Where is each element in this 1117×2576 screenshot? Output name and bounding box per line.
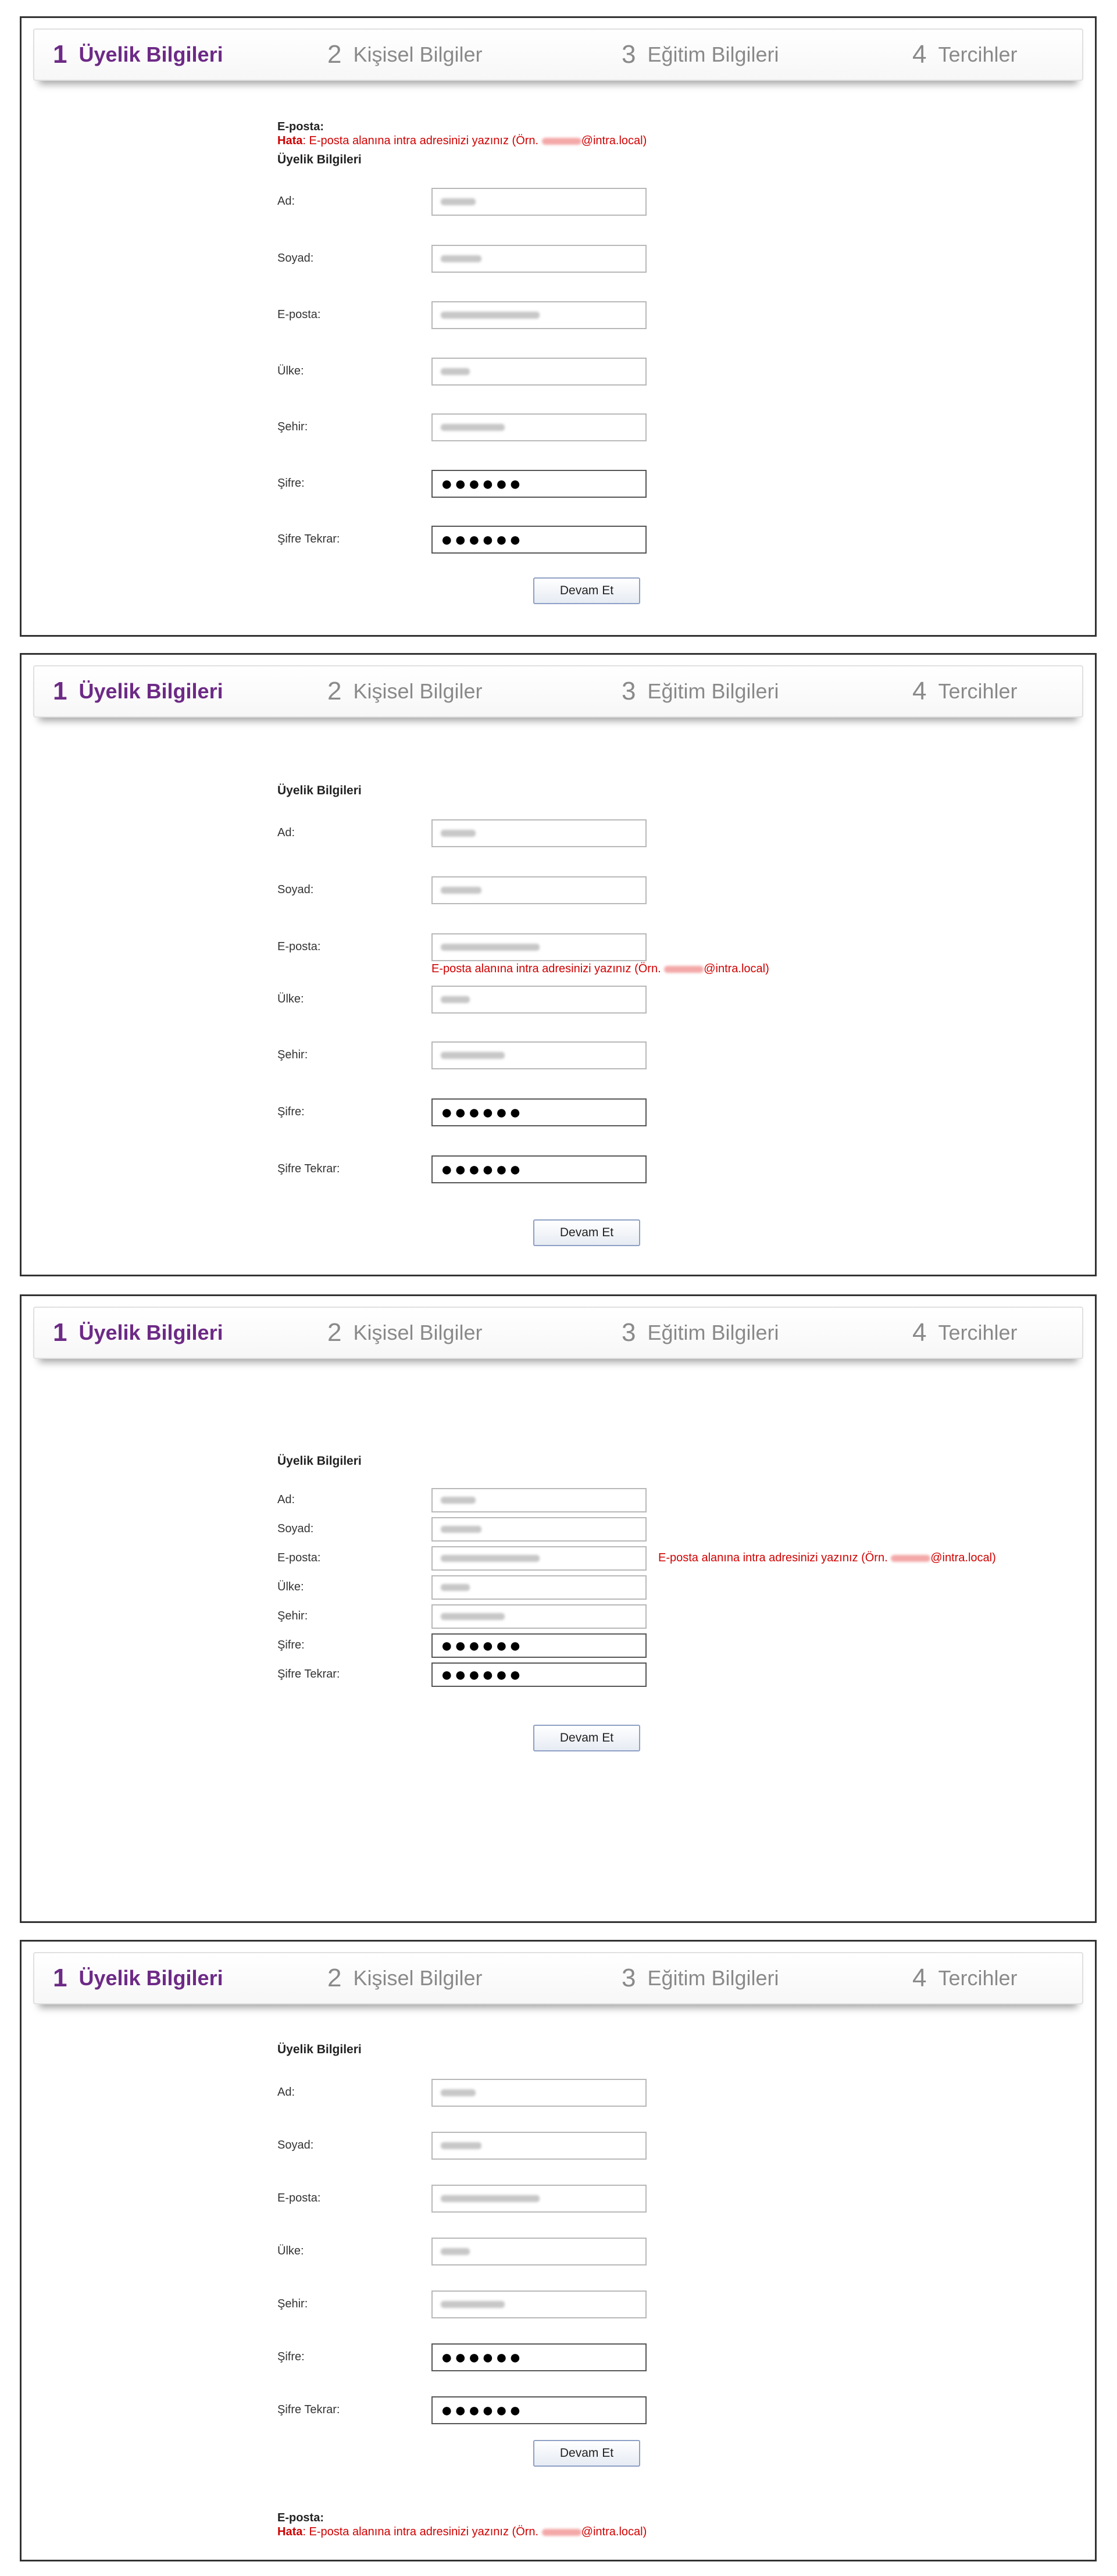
ulke-input[interactable] xyxy=(431,358,647,386)
sehir-input[interactable] xyxy=(431,413,647,441)
devam-et-button[interactable]: Devam Et xyxy=(533,1219,640,1246)
redacted-username xyxy=(542,138,581,145)
step-number: 3 xyxy=(622,40,636,69)
ulke-label: Ülke: xyxy=(277,1580,304,1593)
wizard-steps xyxy=(33,1952,1083,2004)
ulke-label: Ülke: xyxy=(277,365,304,377)
step-label: Üyelik Bilgileri xyxy=(78,1966,223,1990)
row-sifre-tekrar xyxy=(277,2396,1033,2424)
step-number: 3 xyxy=(622,1964,636,1992)
step-3[interactable] xyxy=(622,666,779,716)
row-ulke xyxy=(277,1575,1033,1600)
step-4[interactable] xyxy=(912,666,1018,716)
row-sifre xyxy=(277,1633,1033,1658)
blurred-value xyxy=(441,1555,540,1562)
step-4[interactable] xyxy=(912,30,1018,80)
blurred-value xyxy=(441,368,470,375)
sifre-input[interactable] xyxy=(431,470,647,498)
variant-panel-inline-below xyxy=(20,653,1097,1276)
ulke-input[interactable] xyxy=(431,986,647,1014)
devam-et-button[interactable]: Devam Et xyxy=(533,577,640,604)
row-ad xyxy=(277,188,1033,216)
row-sehir xyxy=(277,413,1033,441)
sifre-tekrar-label: Şifre Tekrar: xyxy=(277,533,340,545)
row-sehir xyxy=(277,1041,1033,1069)
devam-et-button[interactable]: Devam Et xyxy=(533,1725,640,1751)
ad-input[interactable] xyxy=(431,188,647,216)
error-summary-title: E-posta: xyxy=(277,2511,324,2524)
blurred-value xyxy=(441,2195,540,2202)
soyad-input[interactable] xyxy=(431,876,647,904)
password-mask: ●●●●●● xyxy=(441,2399,523,2421)
row-ulke xyxy=(277,358,1033,386)
blurred-value xyxy=(441,996,470,1003)
step-label: Tercihler xyxy=(938,42,1018,66)
step-label: Tercihler xyxy=(938,1966,1018,1990)
redacted-username xyxy=(542,2529,581,2536)
redacted-username xyxy=(664,966,704,973)
step-number: 2 xyxy=(327,40,342,69)
step-number: 1 xyxy=(53,1318,67,1347)
soyad-input[interactable] xyxy=(431,1517,647,1542)
sehir-label: Şehir: xyxy=(277,420,308,433)
sehir-input[interactable] xyxy=(431,2290,647,2318)
step-number: 4 xyxy=(912,40,927,69)
soyad-label: Soyad: xyxy=(277,252,314,265)
sifre-label: Şifre: xyxy=(277,477,305,490)
section-title: Üyelik Bilgileri xyxy=(277,2043,362,2056)
row-ulke xyxy=(277,2238,1033,2265)
password-mask: ●●●●●● xyxy=(441,2346,523,2368)
step-3[interactable] xyxy=(622,1308,779,1358)
step-label: Üyelik Bilgileri xyxy=(78,679,223,703)
password-mask: ●●●●●● xyxy=(441,529,523,551)
variant-panel-summary-top xyxy=(20,16,1097,637)
row-eposta xyxy=(277,301,1033,329)
sehir-label: Şehir: xyxy=(277,1048,308,1061)
error-prefix: Hata xyxy=(277,2525,303,2538)
sifre-input[interactable] xyxy=(431,2343,647,2371)
error-message: E-posta alanına intra adresinizi yazınız (Örn. xyxy=(431,962,661,975)
password-mask: ●●●●●● xyxy=(441,1101,523,1123)
eposta-inline-error xyxy=(431,962,769,976)
ad-label: Ad: xyxy=(277,195,295,208)
blurred-value xyxy=(441,944,540,951)
step-number: 3 xyxy=(622,1318,636,1347)
blurred-value xyxy=(441,1497,476,1504)
step-number: 4 xyxy=(912,1318,927,1347)
sifre-label: Şifre: xyxy=(277,1639,305,1651)
row-soyad xyxy=(277,245,1033,273)
soyad-input[interactable] xyxy=(431,2132,647,2160)
blurred-value xyxy=(441,830,476,837)
row-soyad xyxy=(277,876,1033,904)
section-title: Üyelik Bilgileri xyxy=(277,1454,362,1468)
password-mask: ●●●●●● xyxy=(441,1635,523,1657)
step-3[interactable] xyxy=(622,1953,779,2003)
wizard-steps xyxy=(33,28,1083,81)
step-label: Eğitim Bilgileri xyxy=(647,1966,779,1990)
row-sehir xyxy=(277,2290,1033,2318)
blurred-value xyxy=(441,424,505,431)
eposta-label: E-posta: xyxy=(277,940,321,953)
error-summary xyxy=(277,120,647,148)
wizard-steps xyxy=(33,1307,1083,1359)
sifre-tekrar-input[interactable] xyxy=(431,2396,647,2424)
sifre-tekrar-label: Şifre Tekrar: xyxy=(277,1668,340,1681)
error-domain: @intra.local) xyxy=(581,134,647,147)
row-ad xyxy=(277,1488,1033,1512)
sifre-tekrar-input[interactable] xyxy=(431,1662,647,1687)
ad-label: Ad: xyxy=(277,2086,295,2099)
wizard-steps xyxy=(33,665,1083,718)
soyad-input[interactable] xyxy=(431,245,647,273)
step-label: Eğitim Bilgileri xyxy=(647,1321,779,1344)
step-4[interactable] xyxy=(912,1308,1018,1358)
ulke-label: Ülke: xyxy=(277,2245,304,2257)
row-sifre-tekrar xyxy=(277,1662,1033,1687)
password-mask: ●●●●●● xyxy=(441,1158,523,1180)
blurred-value xyxy=(441,1584,470,1591)
devam-et-button[interactable]: Devam Et xyxy=(533,2440,640,2467)
variant-panel-inline-right xyxy=(20,1294,1097,1923)
step-4[interactable] xyxy=(912,1953,1018,2003)
row-eposta xyxy=(277,1546,1033,1571)
ulke-input[interactable] xyxy=(431,2238,647,2265)
eposta-input[interactable] xyxy=(431,1546,647,1571)
error-prefix: Hata xyxy=(277,134,303,147)
error-summary xyxy=(277,2511,647,2539)
blurred-value xyxy=(441,2301,505,2308)
step-label: Kişisel Bilgiler xyxy=(353,1966,483,1990)
sehir-input[interactable] xyxy=(431,1041,647,1069)
password-mask: ●●●●●● xyxy=(441,473,523,495)
error-domain: @intra.local) xyxy=(930,1551,996,1564)
ad-label: Ad: xyxy=(277,826,295,839)
sehir-label: Şehir: xyxy=(277,2297,308,2310)
soyad-label: Soyad: xyxy=(277,2139,314,2152)
error-message: : E-posta alanına intra adresinizi yazınız (Örn. xyxy=(302,2525,539,2538)
blurred-value xyxy=(441,1526,481,1533)
step-label: Tercihler xyxy=(938,1321,1018,1344)
step-1[interactable] xyxy=(53,1953,223,2003)
step-label: Tercihler xyxy=(938,679,1018,703)
ad-input[interactable] xyxy=(431,2079,647,2107)
blurred-value xyxy=(441,2248,470,2255)
step-2[interactable] xyxy=(327,1308,483,1358)
step-1[interactable] xyxy=(53,30,223,80)
eposta-input[interactable] xyxy=(431,2185,647,2213)
sehir-input[interactable] xyxy=(431,1604,647,1629)
step-2[interactable] xyxy=(327,30,483,80)
variant-panel-summary-bottom xyxy=(20,1940,1097,2561)
blurred-value xyxy=(441,255,481,262)
blurred-value xyxy=(441,198,476,205)
ad-input[interactable] xyxy=(431,1488,647,1512)
row-soyad xyxy=(277,1517,1033,1542)
ad-input[interactable] xyxy=(431,819,647,847)
sifre-label: Şifre: xyxy=(277,2350,305,2363)
row-sifre-tekrar xyxy=(277,1155,1033,1183)
step-2[interactable] xyxy=(327,1953,483,2003)
soyad-label: Soyad: xyxy=(277,1522,314,1535)
row-sifre xyxy=(277,2343,1033,2371)
step-number: 1 xyxy=(53,40,67,69)
error-domain: @intra.local) xyxy=(581,2525,647,2538)
section-title: Üyelik Bilgileri xyxy=(277,153,362,166)
row-sifre-tekrar xyxy=(277,526,1033,554)
blurred-value xyxy=(441,887,481,894)
password-mask: ●●●●●● xyxy=(441,1664,523,1686)
step-label: Üyelik Bilgileri xyxy=(78,42,223,66)
blurred-value xyxy=(441,2089,476,2096)
row-eposta xyxy=(277,933,1033,975)
row-eposta xyxy=(277,2185,1033,2213)
step-number: 4 xyxy=(912,1964,927,1992)
row-ad xyxy=(277,819,1033,847)
step-label: Üyelik Bilgileri xyxy=(78,1321,223,1344)
step-number: 2 xyxy=(327,1964,342,1992)
eposta-input[interactable] xyxy=(431,301,647,329)
step-label: Eğitim Bilgileri xyxy=(647,42,779,66)
step-number: 1 xyxy=(53,1964,67,1992)
error-message: E-posta alanına intra adresinizi yazınız (Örn. xyxy=(658,1551,888,1564)
step-label: Kişisel Bilgiler xyxy=(353,679,483,703)
eposta-inline-error xyxy=(658,1551,996,1565)
step-number: 3 xyxy=(622,677,636,705)
sifre-tekrar-input[interactable] xyxy=(431,526,647,554)
ulke-label: Ülke: xyxy=(277,993,304,1005)
row-soyad xyxy=(277,2132,1033,2160)
row-ad xyxy=(277,2079,1033,2107)
error-message: : E-posta alanına intra adresinizi yazınız (Örn. xyxy=(302,134,539,147)
step-1[interactable] xyxy=(53,1308,223,1358)
step-number: 1 xyxy=(53,677,67,705)
sifre-tekrar-label: Şifre Tekrar: xyxy=(277,2403,340,2416)
step-label: Kişisel Bilgiler xyxy=(353,1321,483,1344)
step-number: 4 xyxy=(912,677,927,705)
blurred-value xyxy=(441,312,540,319)
ulke-input[interactable] xyxy=(431,1575,647,1600)
sifre-tekrar-label: Şifre Tekrar: xyxy=(277,1162,340,1175)
error-domain: @intra.local) xyxy=(704,962,769,975)
step-label: Kişisel Bilgiler xyxy=(353,42,483,66)
row-ulke xyxy=(277,986,1033,1014)
redacted-username xyxy=(891,1555,930,1562)
sifre-tekrar-input[interactable] xyxy=(431,1155,647,1183)
step-3[interactable] xyxy=(622,30,779,80)
section-title: Üyelik Bilgileri xyxy=(277,784,362,797)
sifre-label: Şifre: xyxy=(277,1105,305,1118)
row-sifre xyxy=(277,1098,1033,1126)
blurred-value xyxy=(441,1052,505,1059)
step-1[interactable] xyxy=(53,666,223,716)
sifre-input[interactable] xyxy=(431,1633,647,1658)
step-number: 2 xyxy=(327,677,342,705)
row-sifre xyxy=(277,470,1033,498)
blurred-value xyxy=(441,1613,505,1620)
eposta-label: E-posta: xyxy=(277,2192,321,2204)
error-summary-title: E-posta: xyxy=(277,120,324,133)
step-2[interactable] xyxy=(327,666,483,716)
eposta-label: E-posta: xyxy=(277,308,321,321)
step-number: 2 xyxy=(327,1318,342,1347)
eposta-input[interactable] xyxy=(431,933,647,961)
soyad-label: Soyad: xyxy=(277,883,314,896)
ad-label: Ad: xyxy=(277,1493,295,1506)
blurred-value xyxy=(441,2142,481,2149)
sehir-label: Şehir: xyxy=(277,1610,308,1622)
step-label: Eğitim Bilgileri xyxy=(647,679,779,703)
sifre-input[interactable] xyxy=(431,1098,647,1126)
row-sehir xyxy=(277,1604,1033,1629)
eposta-label: E-posta: xyxy=(277,1551,321,1564)
